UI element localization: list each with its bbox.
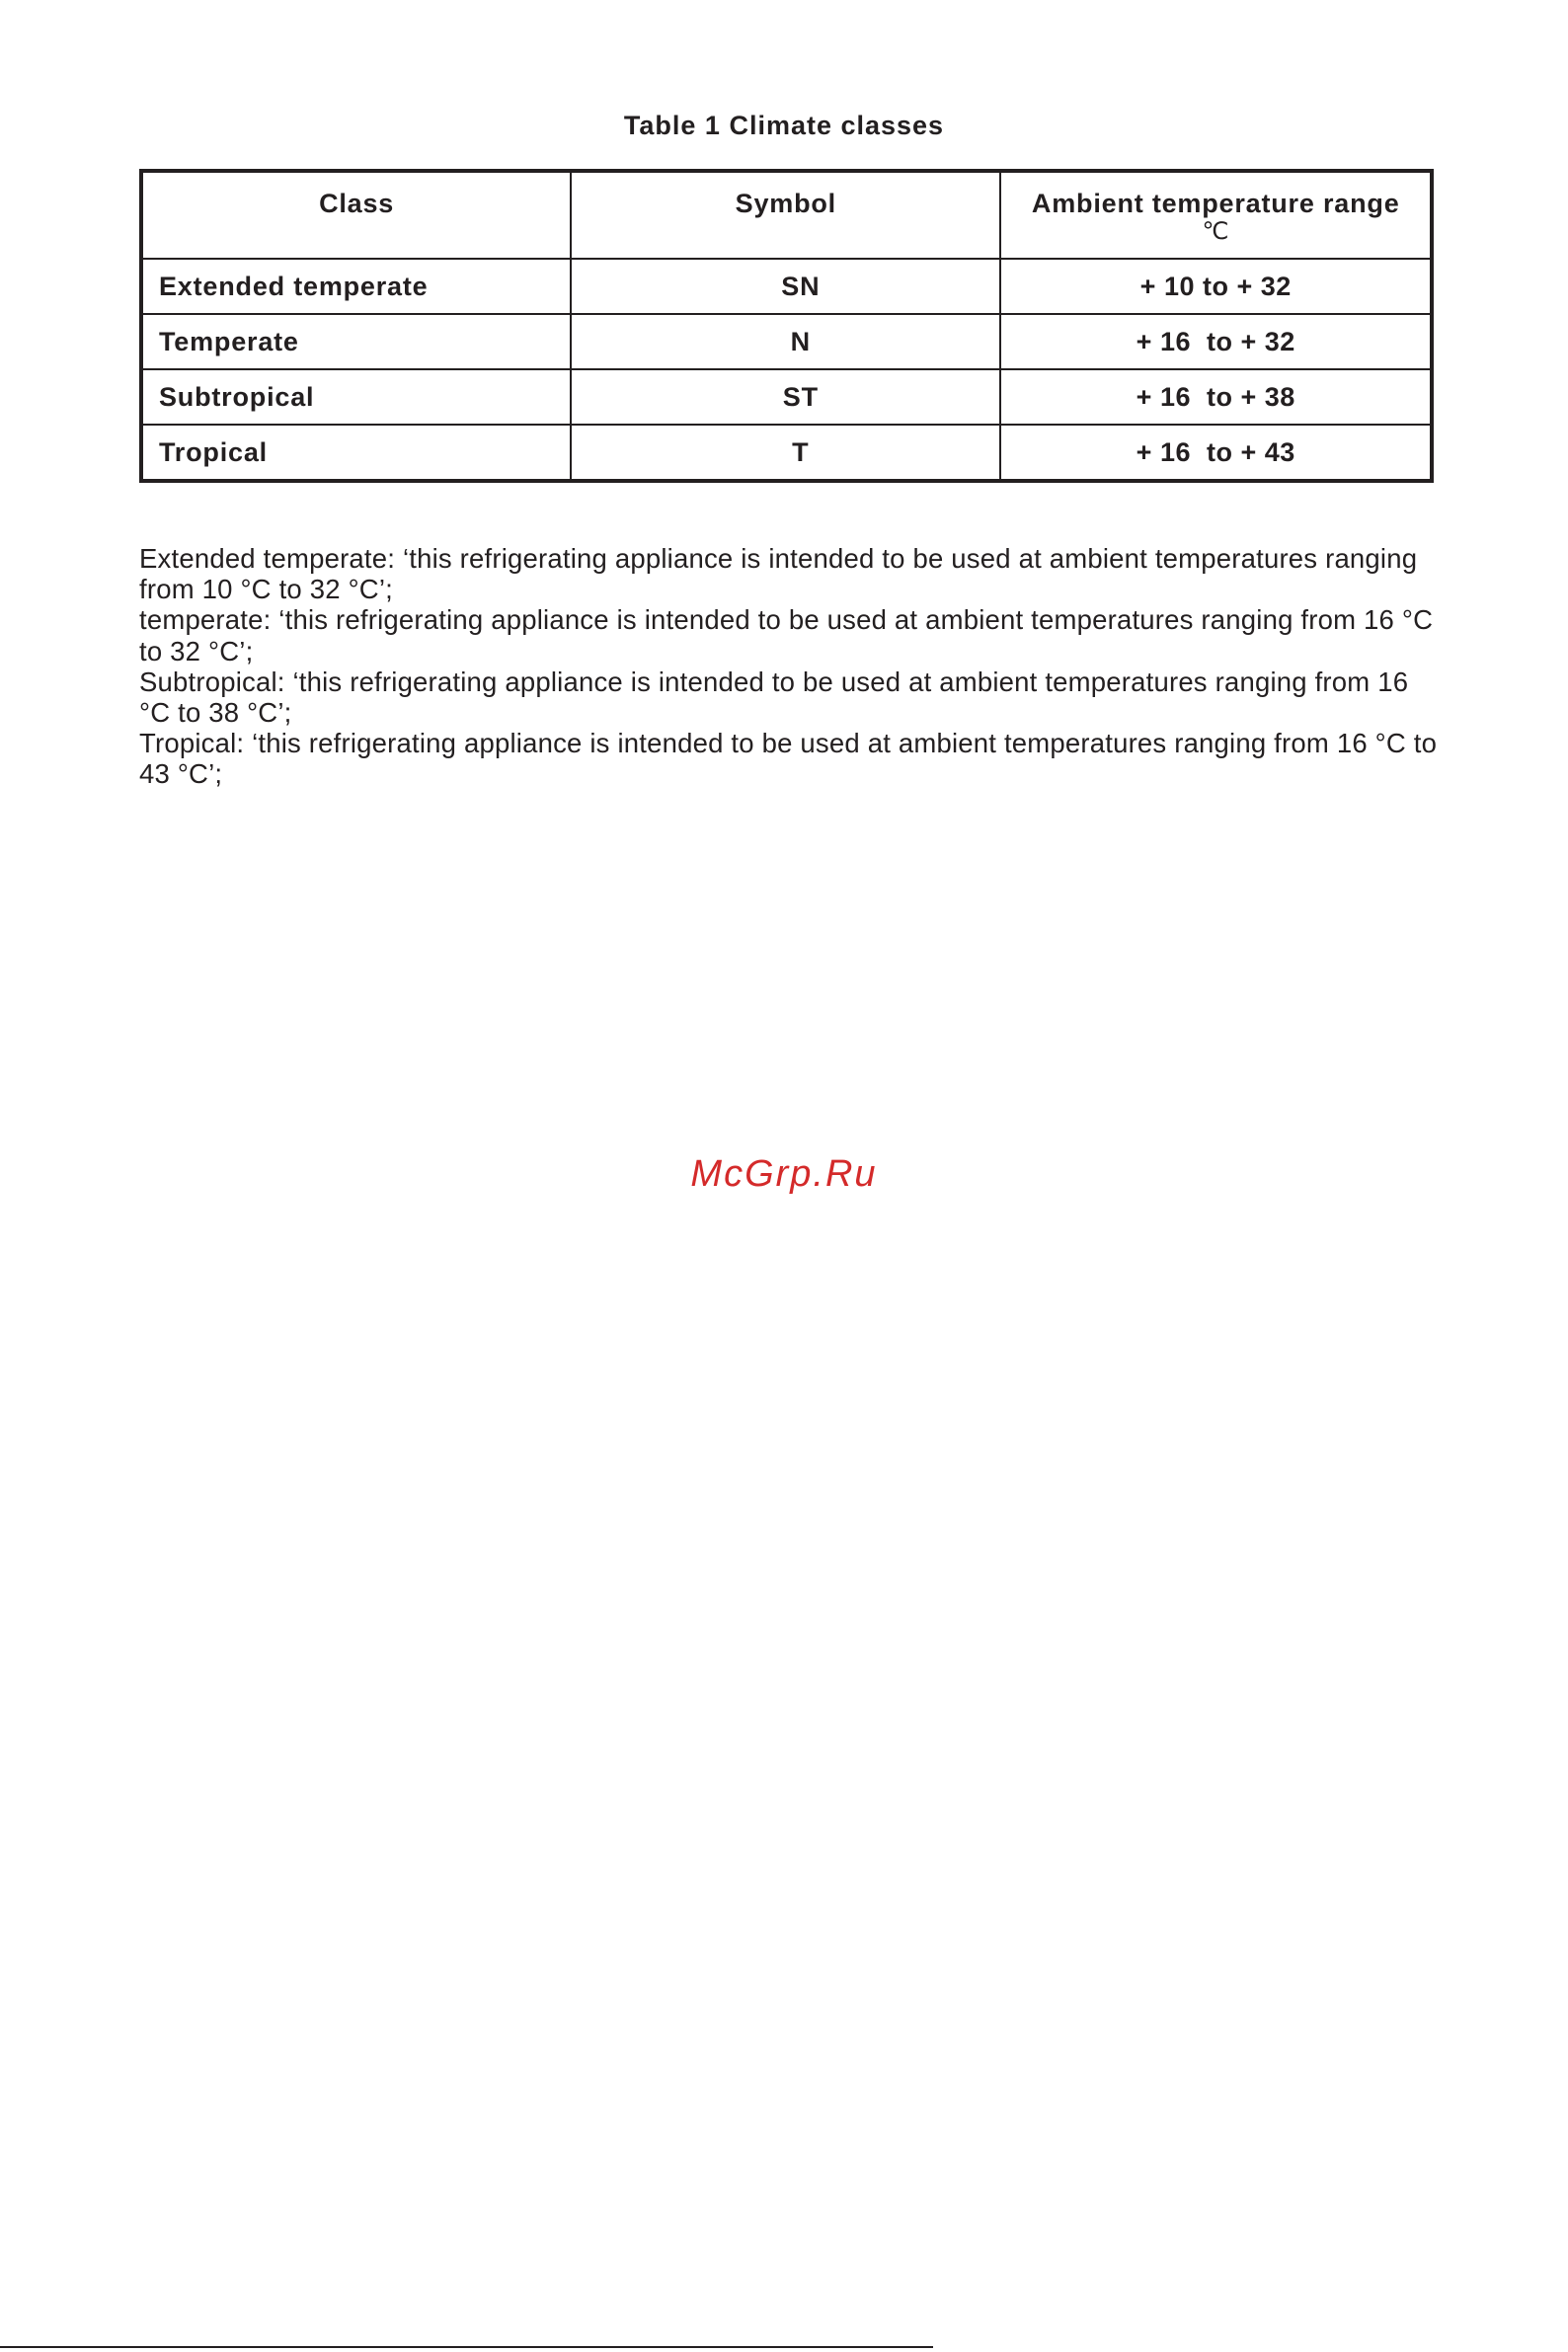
table-title: Table 1 Climate classes	[623, 111, 945, 140]
class-cell: Extended temperate	[141, 259, 571, 314]
watermark: McGrp.Ru	[690, 1153, 878, 1195]
climate-classes-table	[139, 169, 1434, 483]
bottom-divider	[0, 2346, 933, 2348]
header-class: Class	[141, 171, 571, 259]
symbol-cell: SN	[571, 259, 1000, 314]
note-extended-temperate: Extended temperate: ‘this refrigerating appliance is intended to be used at ambient temperatures ranging from 10 °C to 32 °C’;	[139, 543, 1418, 605]
note-tropical: Tropical: ‘this refrigerating appliance is intended to be used at ambient temperatures ranging from 16 °C to 43 °C’;	[139, 728, 1438, 790]
table-row	[141, 425, 1432, 481]
table-row	[141, 259, 1432, 314]
header-range-unit: ℃	[1202, 218, 1230, 245]
table-header-row	[141, 171, 1432, 259]
range-cell: + 10 to + 32	[1000, 259, 1432, 314]
symbol-cell: N	[571, 314, 1000, 369]
header-ambient-range: Ambient temperature range ℃	[1000, 171, 1432, 259]
range-cell: + 16 to + 38	[1000, 369, 1432, 425]
range-cell: + 16 to + 32	[1000, 314, 1432, 369]
class-cell: Temperate	[141, 314, 571, 369]
table-row	[141, 369, 1432, 425]
range-cell: + 16 to + 43	[1000, 425, 1432, 481]
note-subtropical: Subtropical: ‘this refrigerating appliance is intended to be used at ambient temperatures ranging from 16 °C to 38 °C’;	[139, 666, 1409, 729]
class-cell: Tropical	[141, 425, 571, 481]
header-symbol: Symbol	[571, 171, 1000, 259]
symbol-cell: ST	[571, 369, 1000, 425]
table-row	[141, 314, 1432, 369]
note-temperate: temperate: ‘this refrigerating appliance is intended to be used at ambient temperatures ranging from 16 °C to 32 °C’;	[139, 604, 1434, 666]
class-cell: Subtropical	[141, 369, 571, 425]
climate-class-notes	[139, 543, 1443, 790]
symbol-cell: T	[571, 425, 1000, 481]
